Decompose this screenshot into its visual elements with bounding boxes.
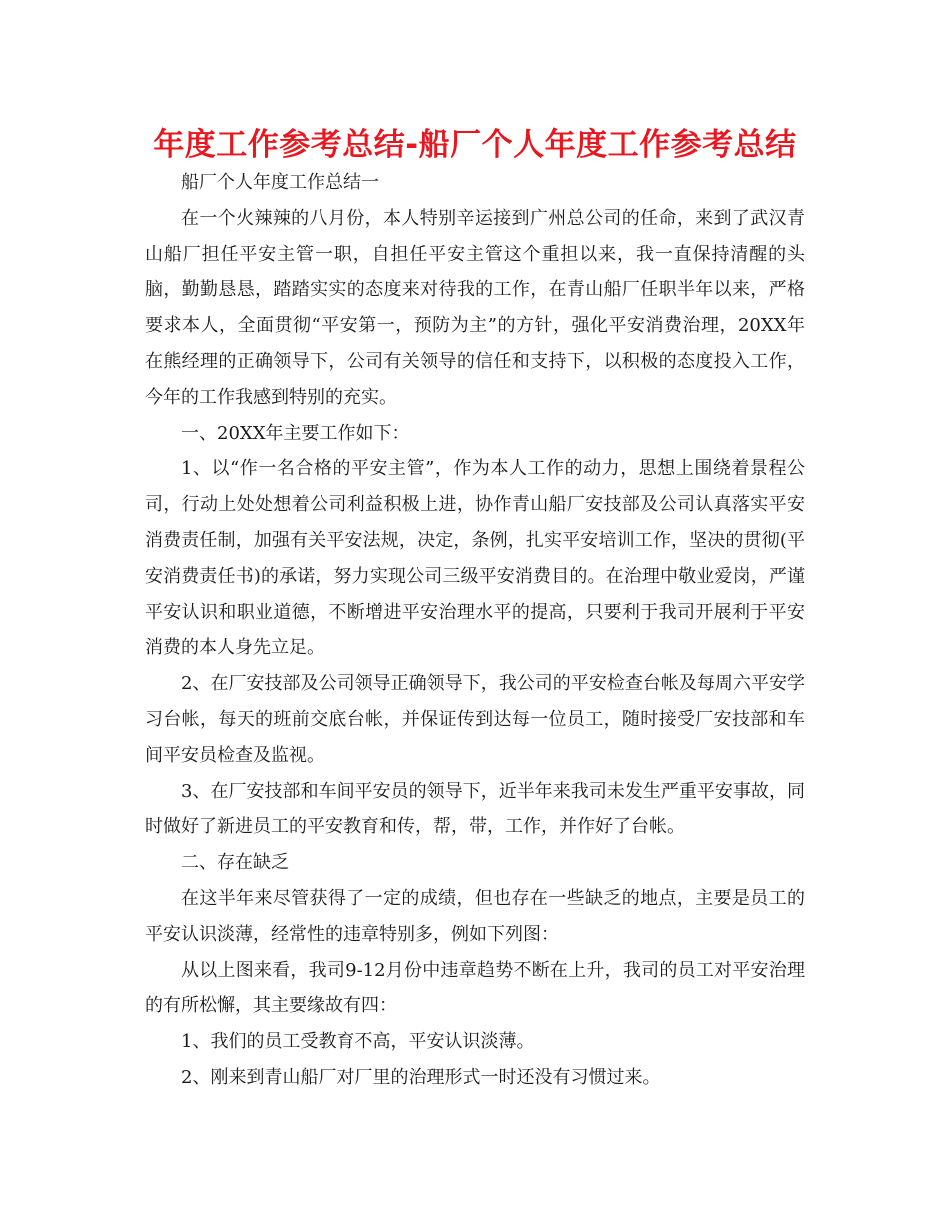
section-heading-main-work: 一、20XX年主要工作如下： [181, 422, 410, 444]
paragraph-work-item-1: 1、以“作一名合格的平安主管”，作为本人工作的动力，思想上围绕着景程公司，行动上处处想着公司利益积极上进，协作青山船厂安技部及公司认真落实平安消费责任制，加强有关平安法规，决定，条例，扎实平安培训工作，坚决的贯彻(平安消费责任书)的承诺，努力实现公司三级平安消费目的。在治理中敬业爱岗，严谨平安认识和职业道德，不断增进平安治理水平的提高，只要利于我司开展利于平安消费的本人身先立足。 [145, 458, 805, 659]
document-title: 年度工作参考总结-船厂个人年度工作参考总结 [153, 127, 797, 163]
paragraph-work-item-3: 3、在厂安技部和车间平安员的领导下，近半年来我司未发生严重平安事故，同时做好了新进员工的平安教育和传，帮，带，工作，并作好了台帐。 [145, 780, 805, 838]
paragraph-trend: 从以上图来看，我司9-12月份中违章趋势不断在上升，我司的员工对平安治理的有所松懈，其主要缘故有四： [145, 959, 805, 1017]
paragraph-work-item-2: 2、在厂安技部及公司领导正确领导下，我公司的平安检查台帐及每周六平安学习台帐，每天的班前交底台帐，并保证传到达每一位员工，随时接受厂安技部和车间平安员检查及监视。 [145, 673, 805, 766]
paragraph-intro: 在一个火辣辣的八月份，本人特别辛运接到广州总公司的任命，来到了武汉青山船厂担任平安主管一职，自担任平安主管这个重担以来，我一直保持清醒的头脑，勤勤恳恳，踏踏实实的态度来对待我的工作，在青山船厂任职半年以来，严格要求本人，全面贯彻“平安第一，预防为主”的方针，强化平安消费治理，20XX年在熊经理的正确领导下，公司有关领导的信任和支持下，以积极的态度投入工作，今年的工作我感到特别的充实。 [145, 207, 805, 408]
paragraph-reason-1: 1、我们的员工受教育不高，平安认识淡薄。 [181, 1031, 535, 1053]
section-heading-summary-one: 船厂个人年度工作总结一 [181, 172, 379, 193]
paragraph-shortcomings: 在这半年来尽管获得了一定的成绩，但也存在一些缺乏的地点，主要是员工的平安认识淡薄，经常性的违章特别多，例如下列图： [145, 887, 805, 945]
paragraph-reason-2: 2、刚来到青山船厂对厂里的治理形式一时还没有习惯过来。 [181, 1066, 661, 1088]
section-heading-shortcomings: 二、存在缺乏 [181, 852, 289, 874]
document-body [145, 165, 805, 1096]
